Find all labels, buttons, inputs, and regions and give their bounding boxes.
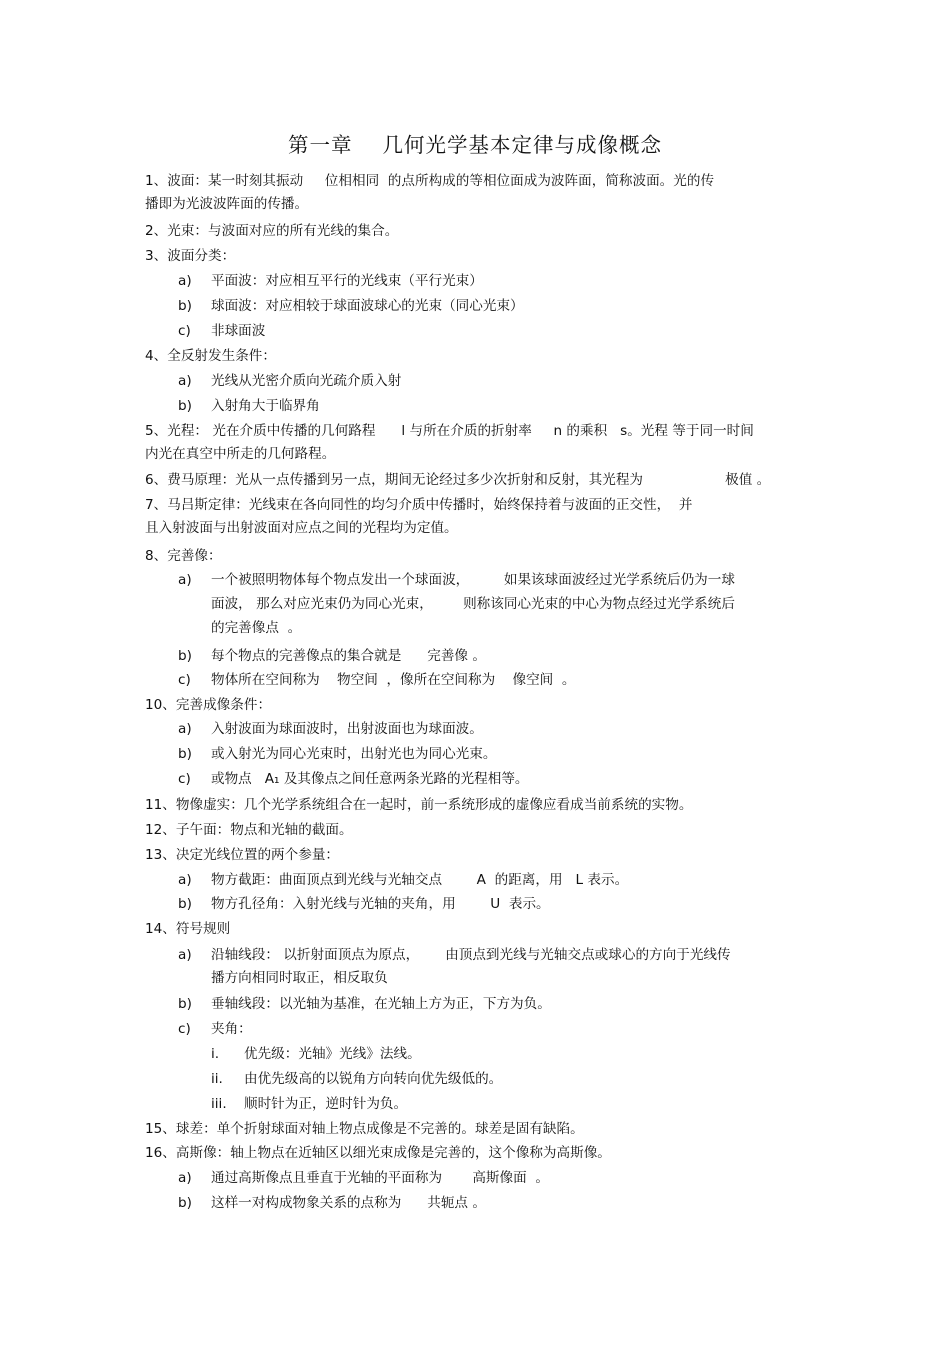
list-marker: a) (178, 947, 192, 963)
list-marker: a) (178, 872, 192, 888)
text-line: 内光在真空中所走的几何路程。 (145, 446, 336, 462)
list-marker: b) (178, 996, 192, 1012)
list-item-text: 顺时针为正，逆时针为负。 (244, 1096, 408, 1112)
list-item-text: 通过高斯像点且垂直于光轴的平面称为 高斯像面 。 (211, 1170, 549, 1186)
list-marker: c) (178, 771, 191, 787)
text-line: 2、光束：与波面对应的所有光线的集合。 (145, 223, 399, 239)
text-line: 5、光程： 光在介质中传播的几何路程 l 与所在介质的折射率 n 的乘积 s。光程 等于同一时间 (145, 423, 754, 439)
list-item-text: 或入射光为同心光束时，出射光也为同心光束。 (211, 746, 497, 762)
list-item-text: 非球面波 (211, 323, 266, 339)
list-item-text: 每个物点的完善像点的集合就是 完善像 。 (211, 648, 486, 664)
text-line: 播即为光波波阵面的传播。 (145, 196, 309, 212)
list-marker: c) (178, 672, 191, 688)
text-line: 1、波面：某一时刻其振动 位相相同 的点所构成的等相位面成为波阵面，简称波面。光的传 (145, 173, 715, 189)
list-marker: b) (178, 896, 192, 912)
text-line: 4、全反射发生条件： (145, 348, 276, 364)
chapter-title: 第一章 几何光学基本定律与成像概念 (287, 133, 663, 157)
list-marker: a) (178, 721, 192, 737)
list-item-text: 光线从光密介质向光疏介质入射 (211, 373, 402, 389)
list-marker: b) (178, 298, 192, 314)
list-item-text: 平面波：对应相互平行的光线束（平行光束） (211, 273, 483, 289)
text-line: 且入射波面与出射波面对应点之间的光程均为定值。 (145, 520, 458, 536)
list-item-text: 物体所在空间称为 物空间 ，像所在空间称为 像空间 。 (211, 672, 576, 688)
text-line: 3、波面分类： (145, 248, 236, 264)
list-item-text: 由优先级高的以锐角方向转向优先级低的。 (244, 1071, 503, 1087)
list-item-text: 入射角大于临界角 (211, 398, 320, 414)
list-marker: c) (178, 323, 191, 339)
list-item-text: 物方孔径角：入射光线与光轴的夹角，用 U 表示。 (211, 896, 550, 912)
list-item-text: 夹角： (211, 1021, 252, 1037)
list-marker: b) (178, 1195, 192, 1211)
list-item-text: 这样一对构成物象关系的点称为 共轭点 。 (211, 1195, 486, 1211)
list-item-text: 沿轴线段： 以折射面顶点为原点， 由顶点到光线与光轴交点或球心的方向于光线传 (211, 947, 731, 963)
list-item-text: 一个被照明物体每个物点发出一个球面波， 如果该球面波经过光学系统后仍为一球 (211, 572, 735, 588)
list-item-text: 或物点 A₁ 及其像点之间任意两条光路的光程相等。 (211, 771, 529, 787)
list-item-text: 入射波面为球面波时，出射波面也为球面波。 (211, 721, 483, 737)
text-line: 6、费马原理：光从一点传播到另一点，期间无论经过多少次折射和反射，其光程为 极值 。 (145, 472, 771, 488)
text-line: 13、决定光线位置的两个参量： (145, 847, 340, 863)
list-marker: b) (178, 648, 192, 664)
text-line: 14、符号规则 (145, 921, 231, 937)
text-line: 7、马吕斯定律：光线束在各向同性的均匀介质中传播时，始终保持着与波面的正交性， 并 (145, 497, 693, 513)
list-marker: ii. (211, 1071, 223, 1087)
list-marker: a) (178, 572, 192, 588)
text-line: 12、子午面：物点和光轴的截面。 (145, 822, 353, 838)
list-marker: a) (178, 373, 192, 389)
list-marker: b) (178, 746, 192, 762)
list-item-text: 垂轴线段：以光轴为基准，在光轴上方为正，下方为负。 (211, 996, 551, 1012)
text-line: 8、完善像： (145, 548, 222, 564)
text-line: 面波， 那么对应光束仍为同心光束， 则称该同心光束的中心为物点经过光学系统后 (211, 596, 735, 612)
list-marker: c) (178, 1021, 191, 1037)
list-marker: iii. (211, 1096, 227, 1112)
list-marker: b) (178, 398, 192, 414)
list-item-text: 球面波：对应相较于球面波球心的光束（同心光束） (211, 298, 524, 314)
list-marker: a) (178, 1170, 192, 1186)
text-line: 播方向相同时取正，相反取负 (211, 970, 388, 986)
list-item-text: 优先级：光轴》光线》法线。 (244, 1046, 421, 1062)
text-line: 16、高斯像：轴上物点在近轴区以细光束成像是完善的，这个像称为高斯像。 (145, 1145, 611, 1161)
list-marker: a) (178, 273, 192, 289)
list-marker: i. (211, 1046, 220, 1062)
text-line: 10、完善成像条件： (145, 697, 272, 713)
text-line: 11、物像虚实：几个光学系统组合在一起时，前一系统形成的虚像应看成当前系统的实物。 (145, 797, 693, 813)
text-line: 的完善像点 。 (211, 620, 302, 636)
text-line: 15、球差：单个折射球面对轴上物点成像是不完善的。球差是固有缺陷。 (145, 1121, 584, 1137)
list-item-text: 物方截距：曲面顶点到光线与光轴交点 A 的距离，用 L 表示。 (211, 872, 629, 888)
